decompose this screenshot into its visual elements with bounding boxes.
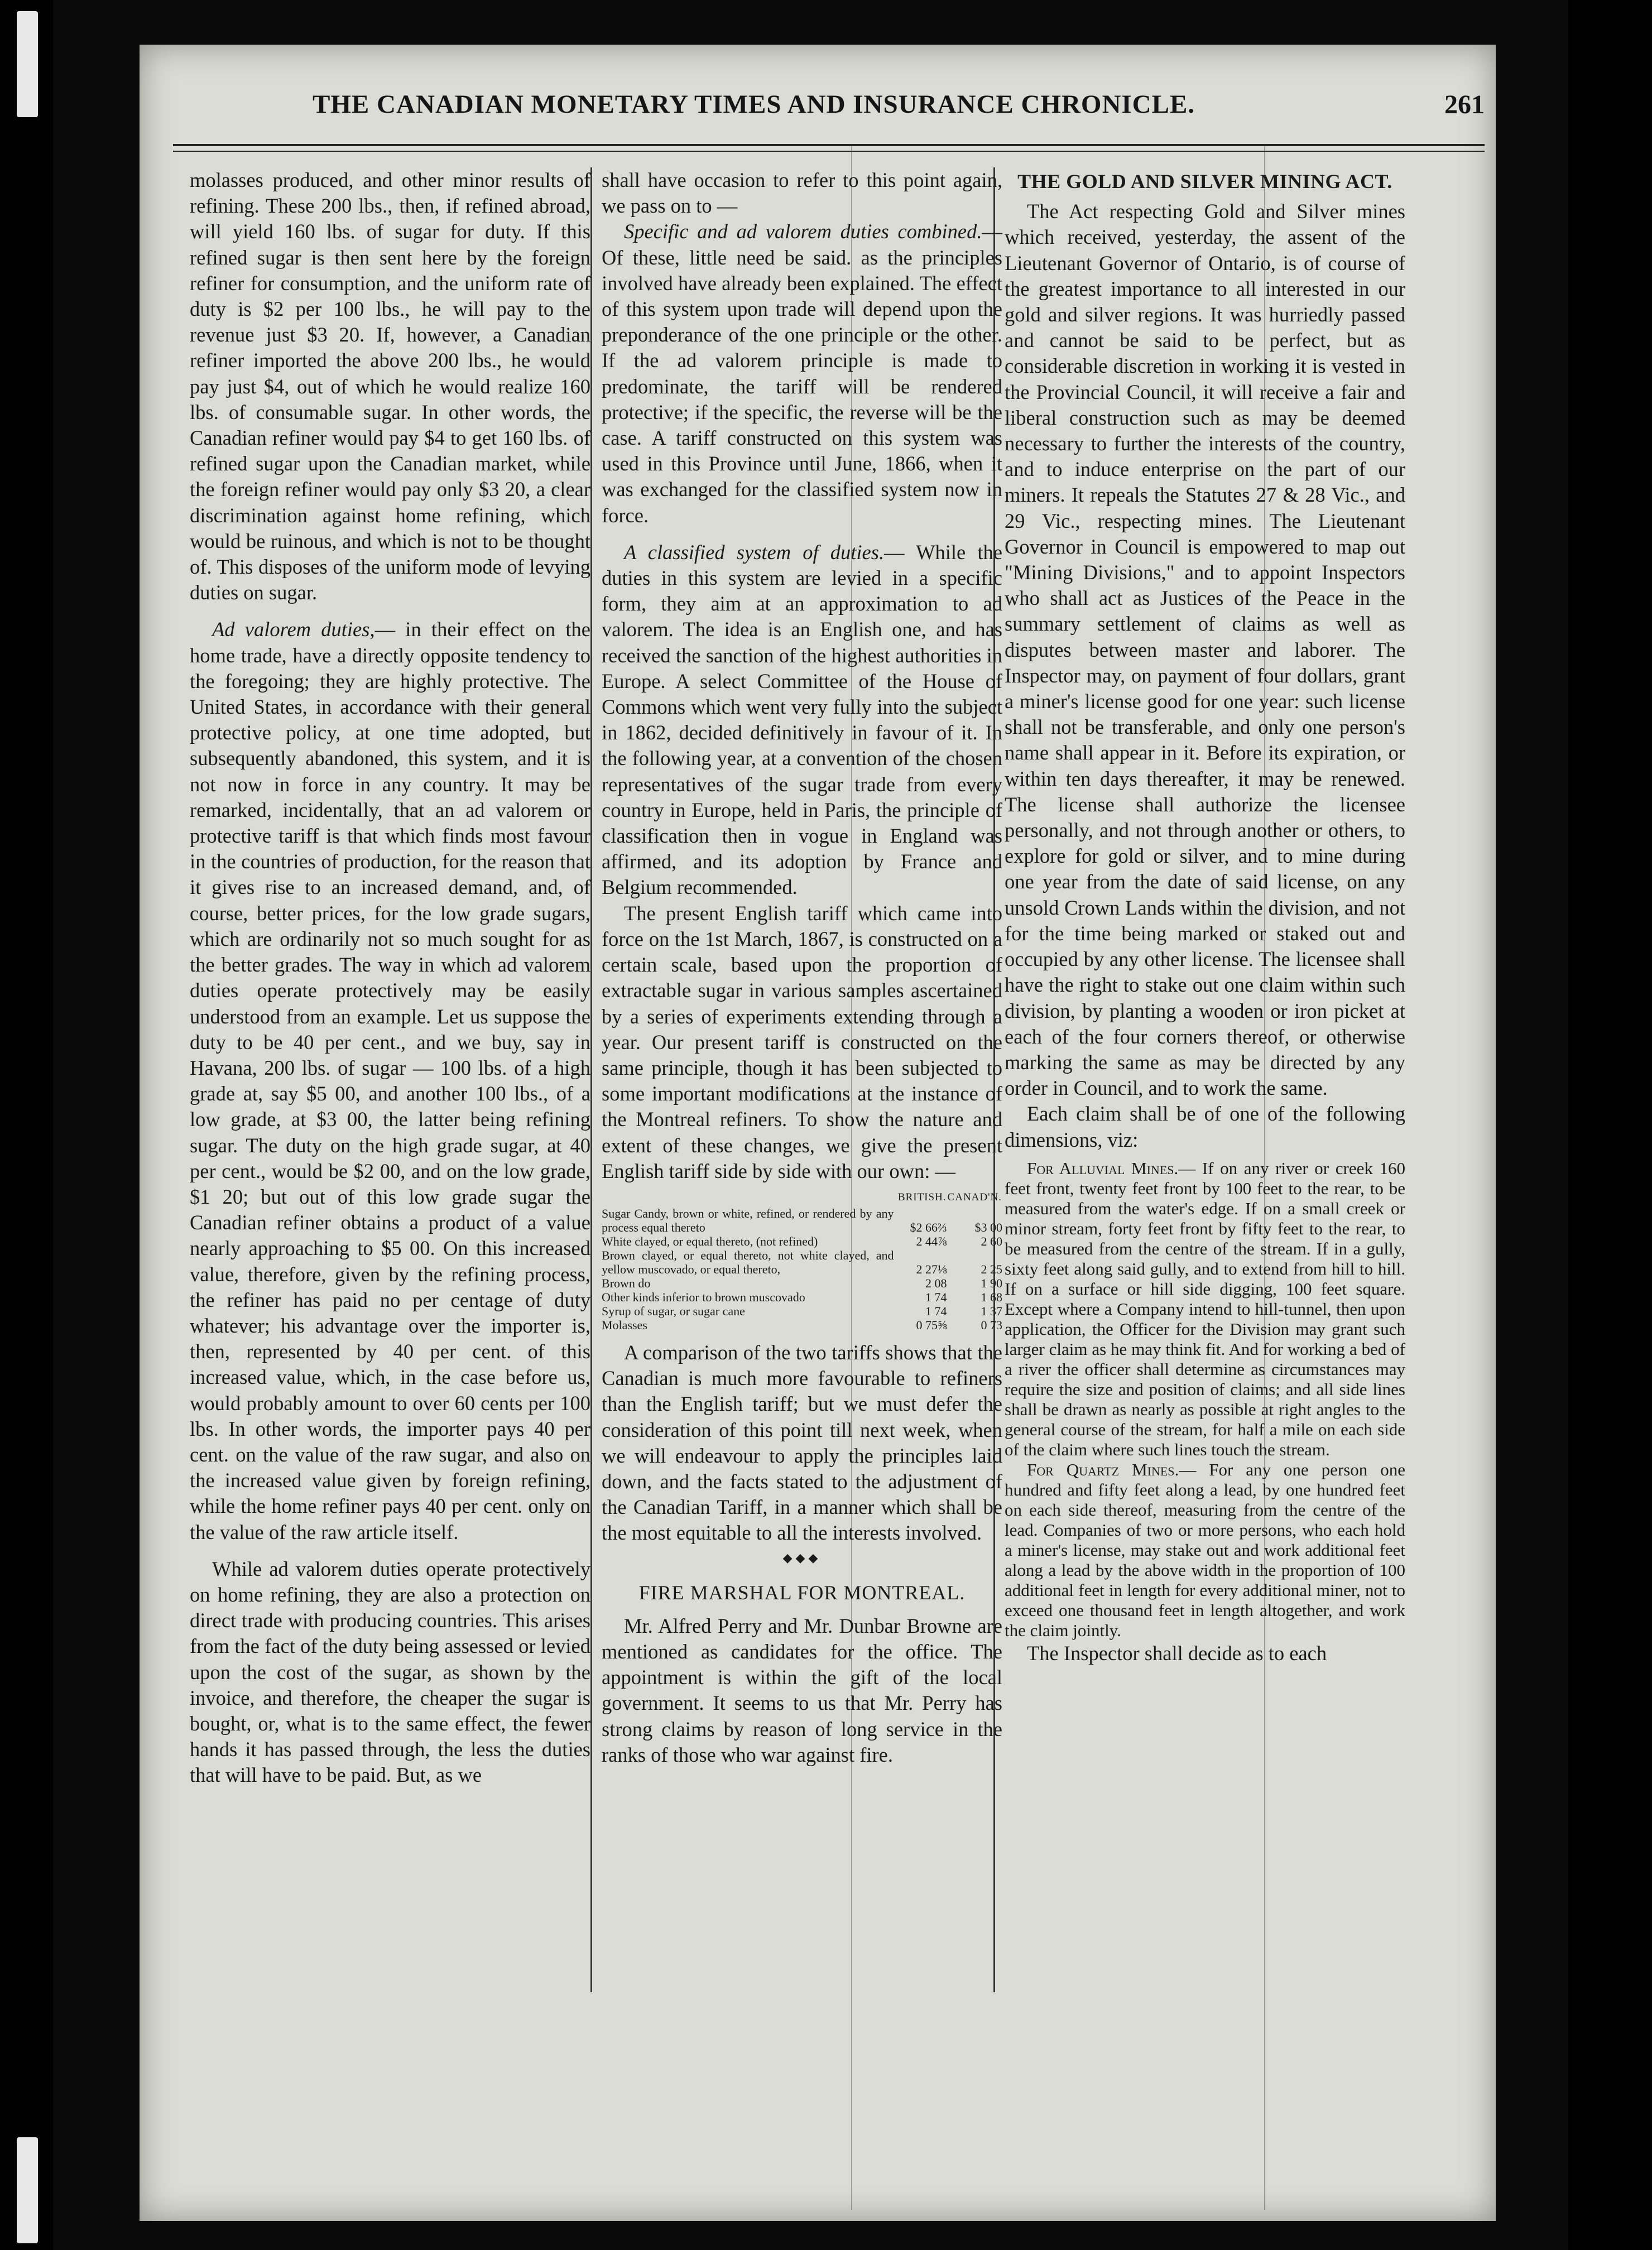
tariff-label: Molasses: [602, 1318, 647, 1332]
tariff-label: Sugar Candy, brown or white, refined, or rendered by any process equal thereto: [602, 1206, 894, 1234]
tariff-row: [602, 1248, 1002, 1276]
tariff-row: [602, 1290, 1002, 1304]
tariff-label: Brown clayed, or equal thereto, not white clayed, and yellow muscovado, or equal thereto,: [602, 1248, 894, 1276]
article-paragraph: [1005, 1460, 1405, 1641]
article-text: — While the duties in this system are levied in a specific form, they aim at an approximation to ad valorem. The idea is an English one, and has received the sanction of the highest authorities in Europe. A select Committee of the House of Commons which went very fully into the subject in 1862, decided definitively in favour of it. In the following year, at a convention of the chosen representatives of the sugar trade from every country in Europe, held in Paris, the principle of classification then in vogue in England was affirmed, and its adoption by France and Belgium recommended.: [602, 540, 1002, 899]
column-sugar-duties-right: [602, 167, 1002, 1768]
article-text: — in their effect on the home trade, have a directly opposite tendency to the foregoing; they are highly protective. The United States, in accordance with their general protective policy, at one time adopted, but subsequently abandoned, this system, and it is not now in force in any country. It may be remarked, incidentally, that an ad valorem or protective tariff is that which finds most favour in the countries of production, for the reason that it gives rise to an increased demand, and, of course, better prices, for the low grade sugars, which are ordinarily not so much sought for as the better grades. The way in which ad valorem duties operate protectively may be easily understood from an example. Let us suppose the duty to be 40 per cent., and we buy, say in Havana, 200 lbs. of sugar — 100 lbs. of a high grade at, say $5 00, and another 100 lbs., of a low grade, at $3 00, the latter being refining sugar. The duty on the high grade sugar, at 40 per cent., would be $2 00, and on the low grade, $1 20; but out of this low grade sugar the Canadian refiner obtains a product of a value nearly approaching to $5 00. On this increased value, therefore, given by the refining process, the refiner has paid no per centage of duty whatever; his advantage over the importer is, then, represented by 40 per cent. of this increased value, which, in the case before us, would probably amount to over 60 cents per 100 lbs. In other words, the importer pays 40 per cent. on the value of the raw sugar, and also on the increased value given by foreign refining, while the home refiner pays 40 per cent. only on the value of the raw article itself.: [190, 618, 591, 1544]
article-paragraph: [602, 540, 1002, 901]
article-paragraph: While ad valorem duties operate protectively on home refining, they are also a protection on direct trade with producing countries. This arises from the fact of the duty being assessed or levied upon the cost of the sugar, as shown by the invoice, and therefore, the cheaper the sugar is bought, or, what is to the same effect, the fewer hands it has passed through, the less the duties that will have to be paid. But, as we: [190, 1557, 590, 1787]
tariff-label: Brown do: [602, 1276, 651, 1290]
film-edge-right: [1568, 0, 1652, 2250]
fire-marshal-heading: FIRE MARSHAL FOR MONTREAL.: [638, 1581, 966, 1604]
page-number: 261: [1444, 90, 1485, 119]
sprocket-hole: [17, 2137, 38, 2243]
masthead-title: THE CANADIAN MONETARY TIMES AND INSURANCE CHRONICLE.: [313, 90, 1195, 119]
section-divider: ◆◆◆: [782, 1550, 822, 1565]
tariff-header-canadian: CANAD'N.: [947, 1191, 1002, 1203]
alluvial-lead: For Alluvial Mines.: [1027, 1158, 1179, 1178]
article-paragraph: Each claim shall be of one of the following dimensions, viz:: [1005, 1102, 1405, 1151]
article-paragraph: [1005, 1158, 1405, 1460]
tariff-canadian: $3 00: [974, 1220, 1002, 1234]
header-rule: [173, 144, 1485, 146]
tariff-canadian: 2 25: [981, 1262, 1002, 1276]
newspaper-page: [140, 45, 1496, 2221]
tariff-row: [602, 1318, 1002, 1332]
column-mining-act: [1005, 167, 1405, 1666]
ad-valorem-lead: Ad valorem duties,: [212, 618, 375, 641]
article-paragraph: The Inspector shall decide as to each: [1027, 1641, 1327, 1665]
tariff-canadian: 1 90: [981, 1276, 1002, 1290]
tariff-british: 1 74: [925, 1304, 947, 1318]
article-paragraph: The present English tariff which came into force on the 1st March, 1867, is constructed on a certain scale, based upon the proportion of extractable sugar in various samples ascertained by a series of experiments extending through a year. Our present tariff is constructed on the same principle, though it has been subjected to some important modifications at the instance of the Montreal refiners. To show the nature and extent of these changes, we give the present English tariff side by side with our own: —: [602, 901, 1002, 1182]
article-text: — If on any river or creek 160 feet front, twenty feet front by 100 feet to the rear, to be measured from the water's edge. If on a small creek or minor stream, forty feet front by fifty feet to the rear, to be measured from the centre of the stream. If in a gully, sixty feet along said gully, and to extend from hill to hill. If on a surface or hill side digging, 100 feet square. Except where a Company intend to hill-tunnel, then upon application, the Officer for the Division may grant such larger claim as he may think fit. And for working a bed of a river the officer shall determine as circumstances may require the size and position of claims; and all side lines shall be drawn as nearly as possible at right angles to the general course of the stream, for half a mile on each side of the claim where such lines touch the stream.: [1005, 1158, 1405, 1459]
tariff-label: Other kinds inferior to brown muscovado: [602, 1290, 805, 1304]
tariff-label: Syrup of sugar, or sugar cane: [602, 1304, 745, 1318]
mining-act-heading: THE GOLD AND SILVER MINING ACT.: [1017, 170, 1392, 193]
article-text: — For any one person one hundred and fifty feet along a lead, by one hundred feet on each side thereof, measuring from the centre of the lead. Companies of two or more persons, who each hold a miner's license, may stake out and work additional feet along a lead by the above width in the proportion of 100 additional feet in length for every additional miner, not to exceed one thousand feet in length altogether, and work the claim jointly.: [1005, 1459, 1405, 1640]
tariff-header-blank: [602, 1190, 894, 1206]
tariff-table: [602, 1190, 1002, 1332]
article-paragraph: The Act respecting Gold and Silver mines which received, yesterday, the assent of the Lieutenant Governor of Ontario, is of course of the greatest importance to all interested in our gold and silver regions. It was hurriedly passed and cannot be said to be perfect, but as considerable discretion in working it is vested in the Provincial Council, it will receive a fair and liberal construction such as may be deemed necessary to further the interests of the country, and to induce enterprise on the part of our miners. It repeals the Statutes 27 & 28 Vic., and 29 Vic., respecting mines. The Lieutenant Governor in Council is empowered to map out "Mining Divisions," and to appoint Inspectors who shall act as Justices of the Peace in the summary settlement of claims as well as disputes between master and laborer. The Inspector may, on payment of four dollars, grant a miner's license good for one year: such license shall not be transferable, and only one person's name shall appear in it. Before its expiration, or within ten days thereafter, it may be renewed. The license shall authorize the licensee personally, and not through another or others, to explore for gold or silver, and to mine during one year from the date of said license, on any unsold Crown Lands within the division, and not for the time being marked or staked out and occupied by any other license. The licensee shall have the right to stake out one claim within such division, by planting a wooden or iron picket at each of the four corners thereof, or otherwise marking the same as may be directed by any order in Council, and to work the same.: [1005, 200, 1405, 1100]
tariff-row: [602, 1304, 1002, 1318]
column-rule: [590, 167, 592, 1992]
tariff-canadian: 0 73: [981, 1318, 1002, 1332]
tariff-label: White clayed, or equal thereto, (not refined): [602, 1234, 818, 1248]
article-paragraph: [602, 219, 1002, 528]
tariff-header-row: [602, 1190, 1002, 1206]
sprocket-hole: [17, 11, 38, 117]
tariff-canadian: 2 60: [981, 1234, 1002, 1248]
article-paragraph: [190, 617, 590, 1545]
specific-lead: Specific and ad valorem duties combined.: [624, 220, 982, 243]
article-paragraph: molasses produced, and other minor results of refining. These 200 lbs., then, if refined abroad, will yield 160 lbs. of sugar for duty. If this refined sugar is then sent here by the foreign refiner for consumption, and the uniform rate of duty is $2 per 100 lbs., he will pay to the revenue just $3 20. If, however, a Canadian refiner imported the above 200 lbs., he would pay just $4, out of which he would realize 160 lbs. of consumable sugar. In other words, the Canadian refiner would pay $4 to get 160 lbs. of refined sugar upon the Canadian market, while the foreign refiner would pay only $3 20, a clear discrimination against home refining, which would be ruinous, and which is not to be thought of. This disposes of the uniform mode of levying duties on sugar.: [190, 169, 590, 604]
classified-lead: A classified system of duties.: [624, 540, 885, 564]
tariff-row: [602, 1206, 1002, 1234]
tariff-canadian: 1 37: [981, 1304, 1002, 1318]
tariff-british: 2 27⅛: [916, 1262, 947, 1276]
tariff-british: 2 08: [925, 1276, 947, 1290]
header-rule-thin: [173, 151, 1485, 152]
tariff-row: [602, 1234, 1002, 1248]
column-sugar-duties-left: [190, 167, 590, 1789]
tariff-british: 1 74: [925, 1290, 947, 1304]
tariff-row: [602, 1276, 1002, 1290]
tariff-header-british: BRITISH.: [897, 1191, 947, 1203]
tariff-british: 0 75⅝: [916, 1318, 947, 1332]
article-paragraph: Mr. Alfred Perry and Mr. Dunbar Browne are mentioned as candidates for the office. The appointment is within the gift of the local government. It seems to us that Mr. Perry has strong claims by reason of long service in the ranks of those who war against fire.: [602, 1614, 1002, 1766]
tariff-canadian: 1 68: [981, 1290, 1002, 1304]
quartz-lead: For Quartz Mines.: [1027, 1459, 1179, 1479]
tariff-british: 2 44⅞: [916, 1234, 947, 1248]
film-edge-left: [0, 0, 53, 2250]
article-paragraph: shall have occasion to refer to this point again, we pass on to —: [602, 169, 1002, 218]
masthead: [173, 78, 1485, 151]
tariff-british: $2 66⅔: [910, 1220, 947, 1234]
article-paragraph: A comparison of the two tariffs shows that the Canadian is much more favourable to refiners than the English tariff; but we must defer the consideration of this point till next week, when we will endeavour to apply the principles laid down, and the facts stated to the adjustment of the Canadian Tariff, in a manner which shall be the most equitable to all the interests involved.: [602, 1340, 1002, 1545]
article-text: — Of these, little need be said. as the principles involved have already been explained. The effect of this system upon trade will depend upon the preponderance of the one principle or the other. If the ad valorem principle is made to predominate, the tariff will be rendered protective; if the specific, the reverse will be the case. A tariff constructed on this system was used in this Province until June, 1866, when it was exchanged for the classified system now in force.: [602, 220, 1002, 527]
